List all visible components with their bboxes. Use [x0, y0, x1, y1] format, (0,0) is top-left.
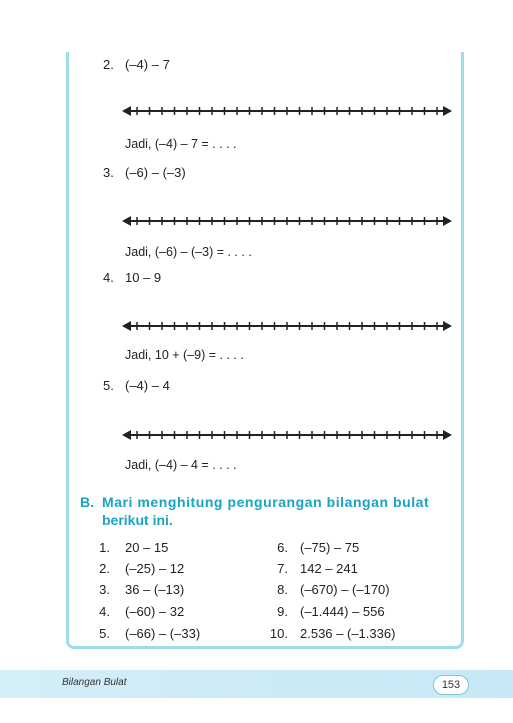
exercise-number: 6.	[277, 540, 288, 555]
exercise-number: 9.	[277, 604, 288, 619]
exercise-number: 10.	[269, 626, 288, 641]
right-arrow-icon	[443, 321, 452, 331]
right-arrow-icon	[443, 430, 452, 440]
item-expression: (–4) – 4	[125, 378, 170, 393]
footer-chapter-title: Bilangan Bulat	[62, 677, 127, 688]
exercise-number: 2.	[99, 561, 110, 576]
section-b-label: B.	[80, 494, 94, 510]
left-arrow-icon	[122, 430, 131, 440]
page-footer	[0, 670, 513, 698]
exercise-expression: 2.536 – (–1.336)	[300, 626, 396, 641]
right-arrow-icon	[443, 216, 452, 226]
exercise-expression: (–75) – 75	[300, 540, 360, 555]
exercise-number: 5.	[99, 626, 110, 641]
exercise-number: 4.	[99, 604, 110, 619]
section-b-title: Mari menghitung pengurangan bilangan bulat	[102, 494, 430, 510]
item-answer: Jadi, (–4) – 4 = . . . .	[125, 458, 237, 472]
item-answer: Jadi, 10 + (–9) = . . . .	[125, 348, 244, 362]
item-answer: Jadi, (–6) – (–3) = . . . .	[125, 245, 252, 259]
item-expression: 10 – 9	[125, 270, 162, 285]
item-number: 2.	[103, 57, 114, 72]
exercise-expression: 142 – 241	[300, 561, 358, 576]
number-line	[122, 316, 452, 336]
exercise-expression: (–670) – (–170)	[300, 582, 390, 597]
page-number: 153	[433, 675, 469, 695]
exercise-number: 8.	[277, 582, 288, 597]
exercise-number: 7.	[277, 561, 288, 576]
number-line	[122, 101, 452, 121]
item-expression: (–4) – 7	[125, 57, 170, 72]
right-arrow-icon	[443, 106, 452, 116]
exercise-number: 3.	[99, 582, 110, 597]
item-number: 4.	[103, 270, 114, 285]
exercise-expression: (–60) – 32	[125, 604, 185, 619]
exercise-number: 1.	[99, 540, 110, 555]
exercise-expression: 20 – 15	[125, 540, 169, 555]
exercise-expression: (–25) – 12	[125, 561, 185, 576]
number-line	[122, 211, 452, 231]
item-expression: (–6) – (–3)	[125, 165, 186, 180]
exercise-expression: (–66) – (–33)	[125, 626, 201, 641]
left-arrow-icon	[122, 321, 131, 331]
left-arrow-icon	[122, 216, 131, 226]
exercise-expression: (–1.444) – 556	[300, 604, 385, 619]
left-arrow-icon	[122, 106, 131, 116]
item-number: 5.	[103, 378, 114, 393]
section-b-title-continued: berikut ini.	[102, 512, 173, 528]
exercise-expression: 36 – (–13)	[125, 582, 185, 597]
item-answer: Jadi, (–4) – 7 = . . . .	[125, 137, 237, 151]
number-line	[122, 425, 452, 445]
item-number: 3.	[103, 165, 114, 180]
